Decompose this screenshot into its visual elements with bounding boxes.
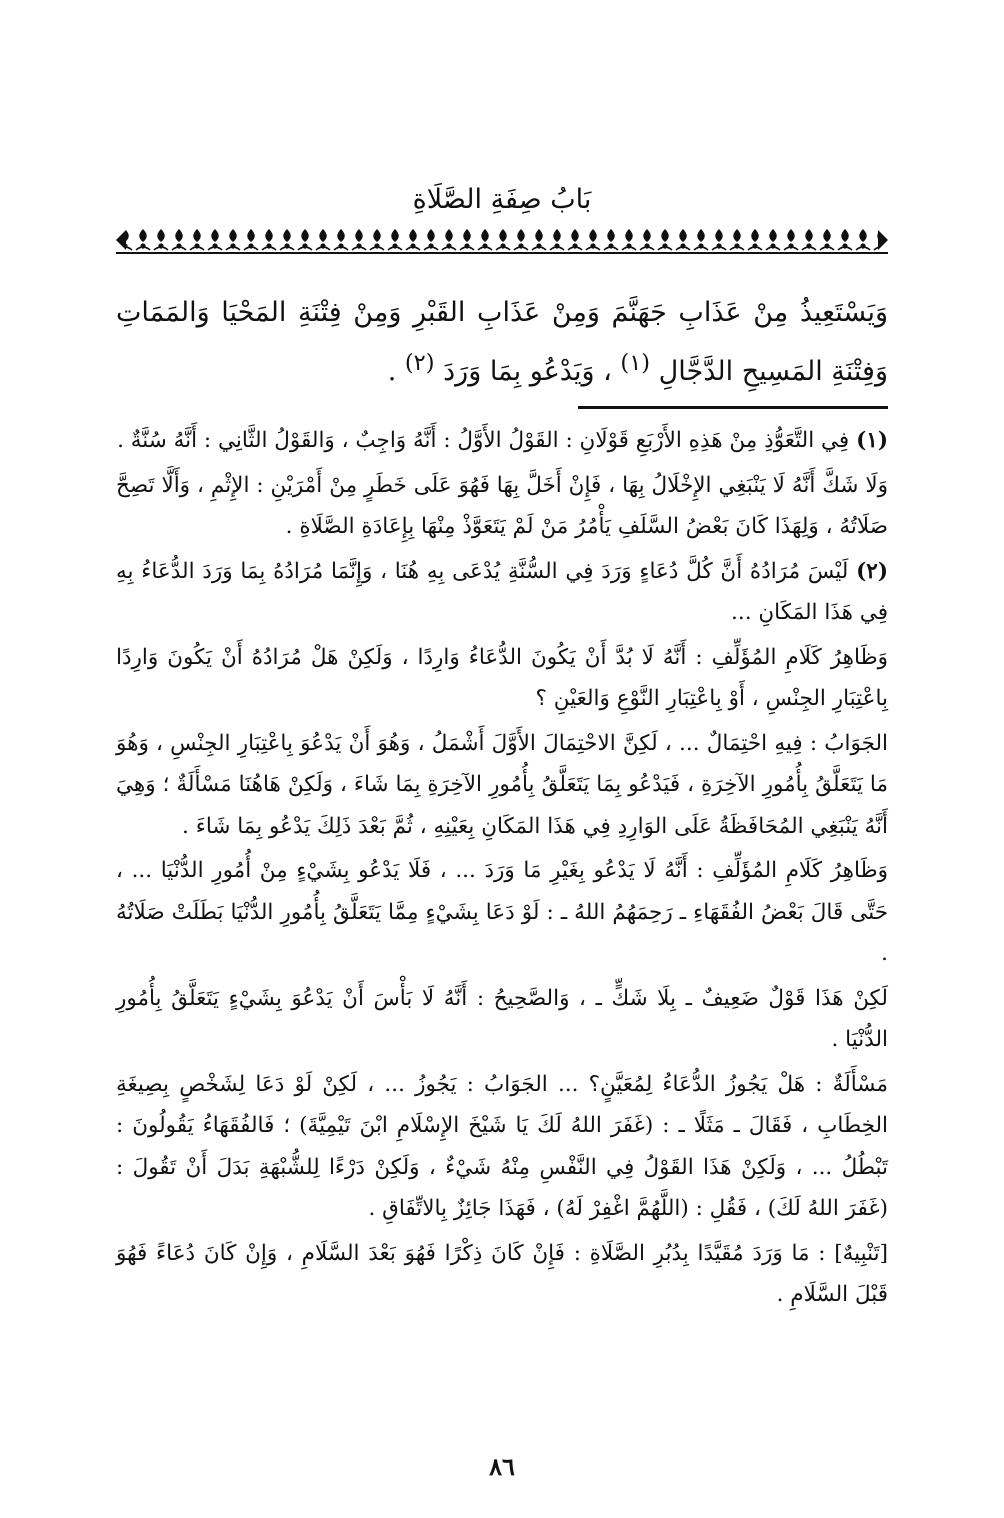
footnote-paragraph: وَظَاهِرُ كَلَامِ المُؤَلِّفِ : أَنَّهُ لَا بُدَّ أَنْ يَكُونَ الدُّعَاءُ وَارِدًا ، وَلَكِنْ هَلْ مُرَادُهُ أَنْ يَكُونَ وَارِدًا بِاعْتِبَارِ الجِنْسِ ، أَوْ بِاعْتِبَارِ النَّوْعِ وَالعَيْنِ ؟ [116, 644, 888, 711]
chapter-title: بَابُ صِفَةِ الصَّلَاةِ [412, 184, 592, 215]
footnote-paragraph: لَكِنْ هَذَا قَوْلٌ ضَعِيفٌ ـ بِلَا شَكٍّ ـ ، وَالصَّحِيحُ : أَنَّهُ لَا بَأْسَ أَنْ يَدْعُوَ بِشَيْءٍ يَتَعَلَّقُ بِأُمُورِ الدُّنْيَا . [116, 985, 888, 1052]
main-text-middle: ، وَيَدْعُو بِمَا وَرَدَ [434, 356, 621, 387]
page-number: ٨٦ [489, 1452, 515, 1481]
footnote-ref-2[interactable]: (٢) [404, 350, 435, 376]
footnote-paragraph: [تَنْبِيهٌ] : مَا وَرَدَ مُقَيَّدًا بِدُبُرِ الصَّلَاةِ : فَإِنْ كَانَ ذِكْرًا فَهُوَ بَعْدَ السَّلَامِ ، وَإِنْ كَانَ دُعَاءً فَهُوَ قَبْلَ السَّلَامِ . [116, 1240, 888, 1307]
footnote-paragraph: مَسْأَلَةٌ : هَلْ يَجُوزُ الدُّعَاءُ لِمُعَيَّنٍ؟ ... الجَوَابُ : يَجُوزُ ... ، لَكِنْ لَوْ دَعَا لِشَخْصٍ بِصِيغَةِ الخِطَابِ ، فَقَالَ ـ مَثَلًا ـ : (غَفَرَ اللهُ لَكَ يَا شَيْخَ الإِسْلَامِ ابْنَ تَيْمِيَّةَ) ؛ فَالفُقَهَاءُ يَقُولُونَ : تَبْطُلُ ... ، وَلَكِنْ هَذَا القَوْلُ فِي النَّفْسِ مِنْهُ شَيْءٌ ، وَلَكِنْ دَرْءًا لِلشُّبْهَةِ بَدَلَ أَنْ تَقُولَ : (غَفَرَ اللهُ لَكَ) ، فَقُلِ : (اللَّهُمَّ اغْفِرْ لَهُ) ، فَهَذَا جَائِزٌ بِالاتِّفَاقِ . [116, 1071, 888, 1221]
main-text [116, 288, 888, 397]
footnote-paragraph: الجَوَابُ : فِيهِ احْتِمَالٌ ... ، لَكِنَّ الاحْتِمَالَ الأَوَّلَ أَشْمَلُ ، وَهُوَ أَنْ يَدْعُوَ بِاعْتِبَارِ الجِنْسِ ، وَهُوَ مَا يَتَعَلَّقُ بِأُمُورِ الآخِرَةِ ، فَيَدْعُو بِمَا يَتَعَلَّقُ بِأُمُورِ الآخِرَةِ بِمَا شَاءَ ، وَلَكِنْ هَاهُنَا مَسْأَلَةٌ ؛ وَهِيَ أَنَّهُ يَنْبَغِي المُحَافَظَةُ عَلَى الوَارِدِ فِي هَذَا المَكَانِ بِعَيْنِهِ ، ثُمَّ بَعْدَ ذَلِكَ يَدْعُو بِمَا شَاءَ . [116, 730, 888, 839]
main-text-body: وَيَسْتَعِيذُ مِنْ عَذَابِ جَهَنَّمَ وَمِنْ عَذَابِ القَبْرِ وَمِنْ فِتْنَةِ المَحْيَا وَالمَمَاتِ وَفِتْنَةِ المَسِيحِ الدَّجَّالِ [116, 297, 888, 387]
footnote-paragraph: وَلَا شَكَّ أَنَّهُ لَا يَنْبَغِي الإِخْلَالُ بِهَا ، فَإِنْ أَخَلَّ بِهَا فَهُوَ عَلَى خَطَرٍ مِنْ أَمْرَيْنِ : الإِثْمِ ، وَأَلَّا تَصِحَّ صَلَاتُهُ ، وَلِهَذَا كَانَ بَعْضُ السَّلَفِ يَأْمُرُ مَنْ لَمْ يَتَعَوَّذْ مِنْهَا بِإِعَادَةِ الصَّلَاةِ . [116, 472, 888, 539]
footnote-ref-1[interactable]: (١) [620, 350, 651, 376]
footnote-1 [116, 420, 888, 462]
footnote-separator [578, 406, 888, 409]
footnote-2-text: لَيْسَ مُرَادُهُ أَنَّ كُلَّ دُعَاءٍ وَرَدَ فِي السُّنَّةِ يُدْعَى بِهِ هُنَا ، وَإِنَّمَا مُرَادُهُ بِمَا وَرَدَ الدُّعَاءُ بِهِ فِي هَذَا المَكَانِ ... [116, 558, 888, 625]
footnote-2 [116, 551, 888, 634]
footnotes [116, 420, 888, 1319]
footnote-2-number: (٢) [856, 558, 888, 584]
main-text-end: . [387, 356, 405, 387]
ornamental-divider [116, 226, 888, 254]
footnote-1-number: (١) [856, 428, 888, 453]
footnote-paragraph: وَظَاهِرُ كَلَامِ المُؤَلِّفِ : أَنَّهُ لَا يَدْعُو بِغَيْرِ مَا وَرَدَ ... ، فَلَا يَدْعُو بِشَيْءٍ مِنْ أُمُورِ الدُّنْيَا ... ، حَتَّى قَالَ بَعْضُ الفُقَهَاءِ ـ رَحِمَهُمُ اللهُ ـ : لَوْ دَعَا بِشَيْءٍ مِمَّا يَتَعَلَّقُ بِأُمُورِ الدُّنْيَا بَطَلَتْ صَلَاتُهُ . [116, 858, 888, 966]
footnote-1-text: فِي التَّعَوُّذِ مِنْ هَذِهِ الأَرْبَعِ قَوْلَانِ : القَوْلُ الأَوَّلُ : أَنَّهُ وَاجِبٌ ، وَالقَوْلُ الثَّانِي : أَنَّهُ سُنَّةٌ . [117, 428, 850, 453]
